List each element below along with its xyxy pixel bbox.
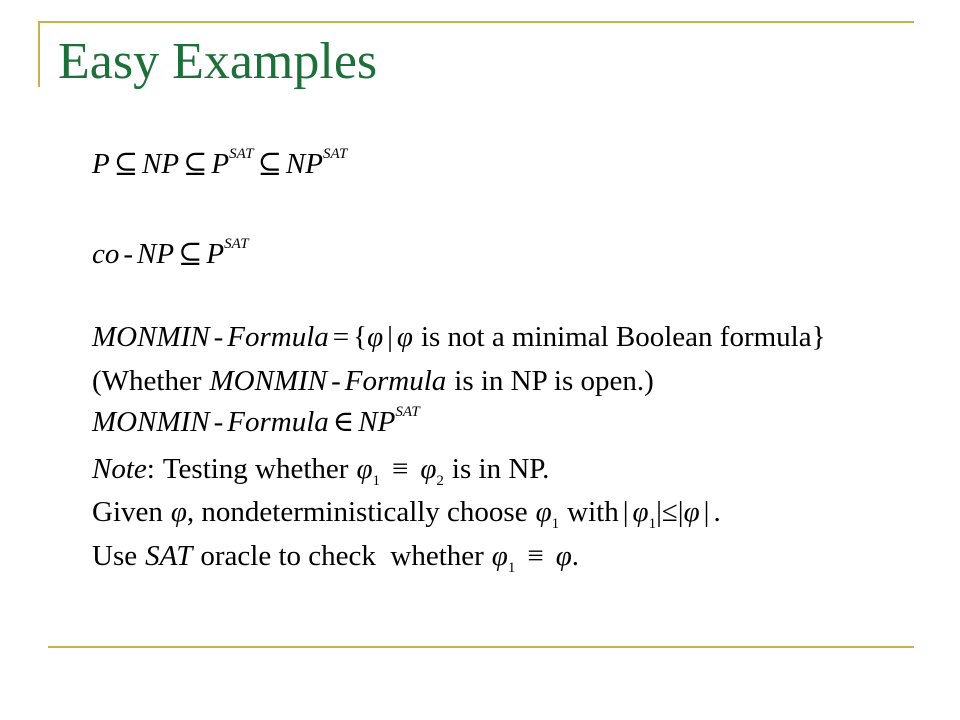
symbol-sat: SAT (145, 540, 193, 572)
period: . (713, 496, 721, 528)
note-text: Testing whether (162, 453, 349, 485)
symbol-formula: Formula (227, 406, 329, 438)
symbol-np: NP (137, 238, 175, 270)
subset-symbol: ⊆ (178, 238, 203, 270)
slide-title: Easy Examples (58, 33, 378, 90)
subscript: 1 (507, 560, 516, 576)
open-paren-text: (Whether (92, 365, 202, 397)
left-brace: { (353, 321, 368, 353)
symbol-formula: Formula (344, 365, 447, 397)
element-of-symbol: ∈ (332, 406, 355, 438)
symbol-np: NP (358, 406, 396, 438)
symbol-p: P (92, 148, 110, 180)
dash: - (123, 238, 134, 270)
phi-symbol: φ (170, 496, 187, 528)
superscript-sat: SAT (229, 146, 254, 162)
phi-symbol: φ (632, 496, 649, 528)
subscript: 1 (372, 473, 381, 489)
oracle-text: oracle to check whether (200, 540, 484, 572)
symbol-p: P (206, 238, 225, 270)
period: . (571, 540, 579, 572)
open-question-text: is in NP is open.) (454, 365, 654, 397)
dash: - (213, 321, 224, 353)
use-sat-line (92, 540, 579, 576)
symbol-monmin: MONMIN (92, 321, 210, 353)
given-text: Given (92, 496, 163, 528)
superscript-sat: SAT (322, 146, 348, 162)
top-rule (38, 21, 914, 23)
equals-symbol: = (332, 321, 350, 353)
subset-symbol: ⊆ (113, 148, 139, 180)
monmin-definition-line (92, 323, 826, 352)
left-rule (38, 21, 40, 87)
less-equal-symbol: |≤| (656, 496, 684, 528)
symbol-monmin: MONMIN (209, 365, 328, 397)
phi-symbol: φ (356, 453, 373, 485)
dash: - (213, 406, 224, 438)
phi-symbol: φ (420, 453, 437, 485)
phi-symbol: φ (396, 321, 413, 353)
subscript: 2 (436, 473, 444, 489)
phi-symbol: φ (367, 321, 384, 353)
symbol-np: NP (285, 148, 323, 180)
definition-text: is not a minimal Boolean formula (420, 321, 812, 353)
colon: : (146, 453, 155, 485)
note-line (92, 453, 550, 489)
symbol-np: NP (142, 148, 180, 180)
symbol-monmin: MONMIN (92, 406, 210, 438)
phi-symbol: φ (535, 496, 552, 528)
with-text: with (567, 496, 619, 528)
right-brace: } (811, 321, 826, 353)
bar-symbol: | (387, 321, 393, 353)
open-question-line (92, 367, 654, 396)
bottom-rule (48, 646, 914, 648)
note-label: Note (92, 453, 147, 485)
symbol-p: P (211, 148, 230, 180)
choose-text: , nondeterministically choose (186, 496, 528, 528)
superscript-sat: SAT (224, 236, 249, 252)
phi-symbol: φ (491, 540, 508, 572)
bar-symbol: | (622, 496, 629, 528)
inclusion-chain-line (92, 146, 348, 180)
use-text: Use (92, 540, 138, 572)
symbol-formula: Formula (227, 321, 329, 353)
superscript-sat: SAT (395, 404, 420, 420)
subscript: 1 (551, 516, 560, 532)
symbol-co: co (92, 238, 120, 270)
equivalence-symbol: ≡ (527, 540, 544, 572)
dash: - (331, 365, 341, 397)
phi-symbol: φ (555, 540, 572, 572)
subscript: 1 (648, 516, 657, 532)
given-line (92, 496, 721, 532)
bar-symbol: | (703, 496, 710, 528)
phi-symbol: φ (683, 496, 700, 528)
subset-symbol: ⊆ (183, 148, 208, 180)
conp-line (92, 236, 249, 270)
note-text-end: is in NP. (451, 453, 550, 485)
subset-symbol: ⊆ (257, 148, 282, 180)
equivalence-symbol: ≡ (392, 453, 409, 485)
monmin-membership-line (92, 404, 420, 438)
